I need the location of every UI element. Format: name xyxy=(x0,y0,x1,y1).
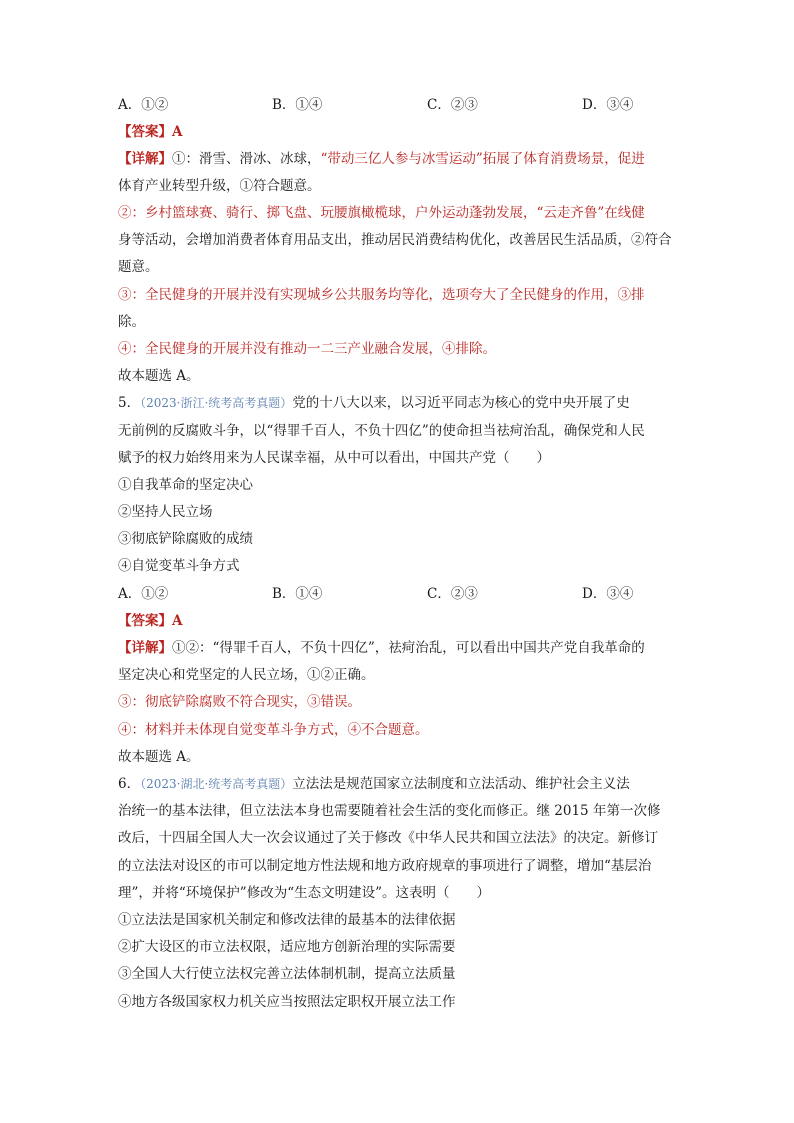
q4-detail-line: 身等活动，会增加消费者体育用品支出，推动居民消费结构优化，改善居民生活品质，②符合 xyxy=(118,232,672,248)
q5-item: ③彻底铲除腐败的成绩 xyxy=(118,531,253,547)
q6-stem-line: 改后，十四届全国人大一次会议通过了关于修改《中华人民共和国立法法》的决定。新修订 xyxy=(118,830,658,846)
q4-option-b: B．①④ xyxy=(272,97,323,113)
answer-value: A xyxy=(172,613,183,629)
q5-conclusion: 故本题选 A。 xyxy=(118,749,200,765)
detail-text-highlight: “带动三亿人参与冰雪运动”拓展了体育消费场景，促进 xyxy=(320,151,645,167)
q5-item: ④自觉变革斗争方式 xyxy=(118,558,240,574)
q5-detail-line xyxy=(118,639,645,657)
q6-item: ②扩大设区的市立法权限，适应地方创新治理的实际需要 xyxy=(118,939,456,955)
q5-detail-line: ④：材料并未体现自觉变革斗争方式，④不合题意。 xyxy=(118,722,429,738)
q5-detail-line: 坚定决心和党坚定的人民立场，①②正确。 xyxy=(118,667,375,683)
q5-option-c: C．②③ xyxy=(427,586,478,602)
q5-item: ②坚持人民立场 xyxy=(118,504,213,520)
q6-item: ③全国人大行使立法权完善立法体制机制，提高立法质量 xyxy=(118,966,456,982)
q5-stem-line xyxy=(118,394,630,412)
q5-item: ①自我革命的坚定决心 xyxy=(118,477,253,493)
q4-detail-line: ③：全民健身的开展并没有实现城乡公共服务均等化，选项夸大了全民健身的作用，③排 xyxy=(118,287,645,303)
q5-option-b: B．①④ xyxy=(272,586,323,602)
detail-label: 【详解】 xyxy=(118,151,172,167)
detail-label: 【详解】 xyxy=(118,640,172,656)
q6-stem-line: 理”，并将“环境保护”修改为“生态文明建设”。这表明（ ） xyxy=(118,885,491,901)
question-number: 5． xyxy=(118,395,141,411)
answer-label: 【答案】 xyxy=(118,613,172,629)
q6-stem-line xyxy=(118,775,630,793)
answer-value: A xyxy=(172,124,183,140)
q6-item: ①立法法是国家机关制定和修改法律的最基本的法律依据 xyxy=(118,912,456,928)
q6-stem-line: 的立法法对设区的市可以制定地方性法规和地方政府规章的事项进行了调整，增加“基层治 xyxy=(118,858,652,874)
question-source: （2023·湖北·统考高考真题） xyxy=(140,777,293,791)
q4-detail-line: 题意。 xyxy=(118,259,159,275)
q5-option-a: A．①② xyxy=(118,586,169,602)
q4-option-a: A．①② xyxy=(118,97,169,113)
detail-text: ①②：“得罪千百人，不负十四亿”，祛疴治乱，可以看出中国共产党自我革命的 xyxy=(172,640,645,656)
stem-text: 立法法是规范国家立法制度和立法活动、维护社会主义法 xyxy=(292,776,630,792)
q4-option-c: C．②③ xyxy=(427,97,478,113)
question-number: 6． xyxy=(118,776,141,792)
q4-detail-line: ④：全民健身的开展并没有推动一二三产业融合发展，④排除。 xyxy=(118,341,496,357)
q5-answer xyxy=(118,612,182,630)
q4-detail-line xyxy=(118,150,645,168)
detail-text: ①：滑雪、滑冰、冰球， xyxy=(172,151,321,167)
q5-stem-line: 赋予的权力始终用来为人民谋幸福，从中可以看出，中国共产党（ ） xyxy=(118,450,550,466)
q4-answer xyxy=(118,123,182,141)
q4-detail-line: ②：乡村篮球赛、骑行、掷飞盘、玩腰旗橄榄球，户外运动蓬勃发展，“云走齐鲁”在线健 xyxy=(118,205,645,221)
stem-text: 党的十八大以来，以习近平同志为核心的党中央开展了史 xyxy=(292,395,630,411)
q5-option-d: D．③④ xyxy=(582,586,634,602)
q6-item: ④地方各级国家权力机关应当按照法定职权开展立法工作 xyxy=(118,994,456,1010)
q5-detail-line: ③：彻底铲除腐败不符合现实，③错误。 xyxy=(118,694,361,710)
q4-detail-line: 体育产业转型升级，①符合题意。 xyxy=(118,178,321,194)
q6-stem-line: 治统一的基本法律，但立法法本身也需要随着社会生活的变化而修正。继 2015 年第一次修 xyxy=(118,803,661,819)
q5-stem-line: 无前例的反腐败斗争，以“得罪千百人，不负十四亿”的使命担当祛疴治乱，确保党和人民 xyxy=(118,423,645,439)
q4-detail-line: 除。 xyxy=(118,314,145,330)
answer-label: 【答案】 xyxy=(118,124,172,140)
question-source: （2023·浙江·统考高考真题） xyxy=(140,396,293,410)
q4-conclusion: 故本题选 A。 xyxy=(118,368,200,384)
q4-option-d: D．③④ xyxy=(582,97,634,113)
